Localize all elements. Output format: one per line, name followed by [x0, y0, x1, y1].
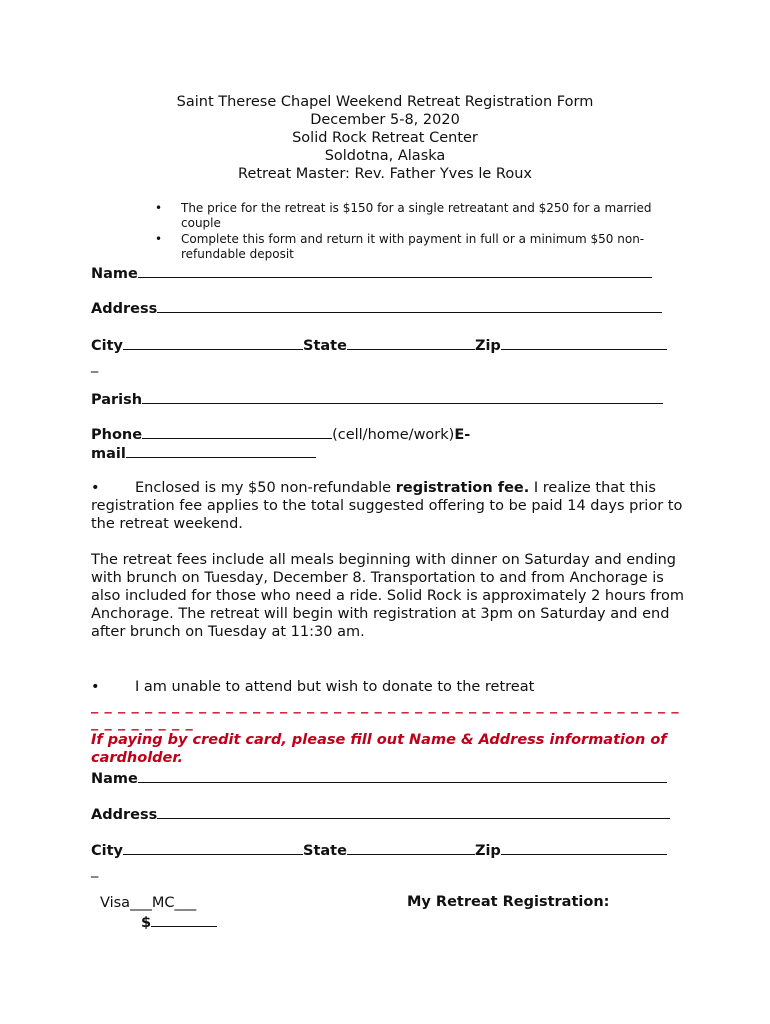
zip-line[interactable] [501, 335, 667, 350]
separator-line-2: _ _ _ _ _ _ _ _ [91, 715, 194, 731]
retreat-master: Retreat Master: Rev. Father Yves le Roux [238, 166, 532, 182]
cardholder-name-line[interactable] [138, 768, 667, 783]
amount-field[interactable]: $ [141, 912, 217, 931]
registration-fee-paragraph: • Enclosed is my $50 non-refundable registration fee. I realize that this registration fee applies to the total suggested offering to be paid 14 days prior to the retreat weekend. [91, 480, 683, 532]
phone-line[interactable] [142, 424, 332, 439]
form-header [0, 93, 770, 183]
retreat-location: Soldotna, Alaska [324, 148, 446, 164]
bullet-icon: • [155, 232, 163, 246]
cardholder-city-line[interactable] [123, 840, 303, 855]
retreat-fees-paragraph: The retreat fees include all meals beginning with dinner on Saturday and ending with brunch on Tuesday, December 8. Transportation to and from Anchorage is also included for those who need a ride. Solid Rock is approximately 2 hours from Anchorage. The retreat will begin with registration at 3pm on Saturday and end after brunch on Tuesday at 11:30 am. [91, 552, 685, 640]
bullet-icon: • [155, 201, 163, 215]
separator-line-1: _ _ _ _ _ _ _ _ _ _ _ _ _ _ _ _ _ _ _ _ _ _ _ _ _ _ _ _ _ _ _ _ _ _ _ _ _ _ _ _ _ _ _ _ [91, 698, 680, 714]
cardholder-city-state-zip-row: City State Zip [91, 840, 667, 859]
my-retreat-registration-label: My Retreat Registration: [407, 894, 610, 910]
state-line[interactable] [347, 335, 475, 350]
address-line[interactable] [157, 298, 662, 313]
cardholder-address-line[interactable] [157, 804, 670, 819]
trailing-mark: _ [91, 357, 99, 373]
cardholder-name-field[interactable]: Name [91, 768, 667, 787]
price-bullet: • The price for the retreat is $150 for a single retreatant and $250 for a married couple [155, 201, 652, 230]
retreat-dates: December 5-8, 2020 [310, 112, 460, 128]
deposit-bullet: • Complete this form and return it with payment in full or a minimum $50 non-refundable deposit [155, 232, 645, 261]
credit-card-note: If paying by credit card, please fill out Name & Address information of cardholder. [91, 732, 667, 766]
donate-paragraph: • I am unable to attend but wish to donate to the retreat [91, 679, 535, 695]
cardholder-address-field[interactable]: Address [91, 804, 670, 823]
retreat-venue: Solid Rock Retreat Center [292, 130, 478, 146]
name-field[interactable]: Name [91, 263, 652, 282]
cardholder-trailing-mark: _ [91, 862, 99, 878]
form-title: Saint Therese Chapel Weekend Retreat Registration Form [176, 94, 594, 110]
name-line[interactable] [138, 263, 652, 278]
bullet-icon: • [91, 480, 100, 496]
amount-line[interactable] [151, 912, 217, 927]
cardholder-state-line[interactable] [347, 840, 475, 855]
phone-field[interactable]: Phone (cell/home/work)E- [91, 424, 470, 443]
cardholder-zip-line[interactable] [501, 840, 667, 855]
parish-field[interactable]: Parish [91, 389, 663, 408]
city-state-zip-row: City State Zip [91, 335, 667, 354]
info-bullets [155, 201, 685, 263]
email-field[interactable]: mail [91, 443, 316, 462]
parish-line[interactable] [142, 389, 663, 404]
bullet-icon: • [91, 679, 100, 695]
email-line[interactable] [126, 443, 316, 458]
address-field[interactable]: Address [91, 298, 662, 317]
card-type-field[interactable]: Visa___MC___ [100, 895, 197, 911]
city-line[interactable] [123, 335, 303, 350]
